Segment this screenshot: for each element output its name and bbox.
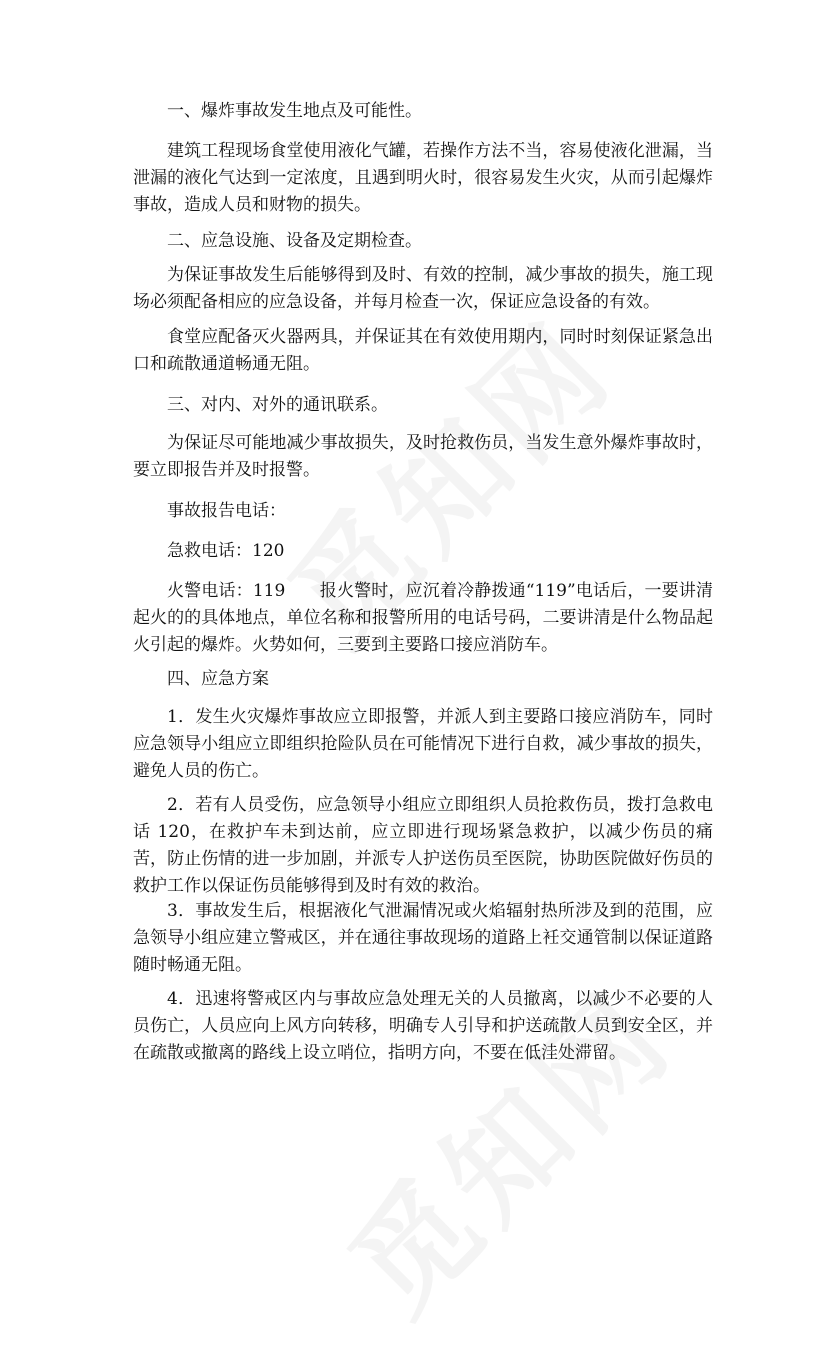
section1-heading: 一、爆炸事故发生地点及可能性。 <box>167 101 422 121</box>
section3-paragraph: 为保证尽可能地减少事故损失，及时抢救伤员，当发生意外爆炸事故时，要立即报告并及时报警。 <box>133 433 713 480</box>
plan-item-3: 3．事故发生后，根据液化气泄漏情况或火焰辐射热所涉及到的范围，应急领导小组应建立警戒区，并在通往事故现场的道路上衽交通管制以保证道路随时畅通无阻。 <box>133 901 713 975</box>
report-phone-line: 事故报告电话： <box>167 501 286 521</box>
emergency-phone-line: 急救电话：120 <box>167 541 285 561</box>
section2-paragraph-2: 食堂应配备灭火器两具，并保证其在有效使用期内，同时时刻保证紧急出口和疏散通道畅通无阻。 <box>133 327 713 374</box>
section2-heading: 二、应急设施、设备及定期检查。 <box>167 231 422 251</box>
section4-heading: 四、应急方案 <box>167 669 269 689</box>
section1-paragraph: 建筑工程现场食堂使用液化气罐，若操作方法不当，容易使液化泄漏，当泄漏的液化气达到一定浓度，且遇到明火时，很容易发生火灾，从而引起爆炸事故，造成人员和财物的损失。 <box>133 141 713 215</box>
section2-paragraph-1: 为保证事故发生后能够得到及时、有效的控制，减少事故的损失，施工现场必须配备相应的应急设备，并每月检查一次，保证应急设备的有效。 <box>133 265 713 312</box>
plan-item-4: 4．迅速将警戒区内与事故应急处理无关的人员撤离，以减少不必要的人员伤亡，人员应向上风方向转移，明确专人引导和护送疏散人员到安全区，并在疏散或撤离的路线上设立哨位，指明方向，不要在低洼处滞留。 <box>133 989 713 1063</box>
plan-item-2: 2．若有人员受伤，应急领导小组应立即组织人员抢救伤员，拨打急救电话 120，在救护车未到达前，应立即进行现场紧急救护，以减少伤员的痛苦，防止伤情的进一步加剧，并派专人护送伤员至医院，协助医院做好伤员的救护工作以保证伤员能够得到及时有效的救治。 <box>133 795 713 896</box>
fire-phone-paragraph: 火警电话：119 报火警时，应沉着冷静拨通“119”电话后，一要讲清起火的的具体地点，单位名称和报警所用的电话号码，二要讲清是什么物品起火引起的爆炸。火势如何，三要到主要路口接应消防车。 <box>133 581 713 655</box>
section3-heading: 三、对内、对外的通讯联系。 <box>167 395 388 415</box>
plan-item-1: 1．发生火灾爆炸事故应立即报警，并派人到主要路口接应消防车，同时应急领导小组应立即组织抢险队员在可能情况下进行自救，减少事故的损失，避免人员的伤亡。 <box>133 707 713 781</box>
